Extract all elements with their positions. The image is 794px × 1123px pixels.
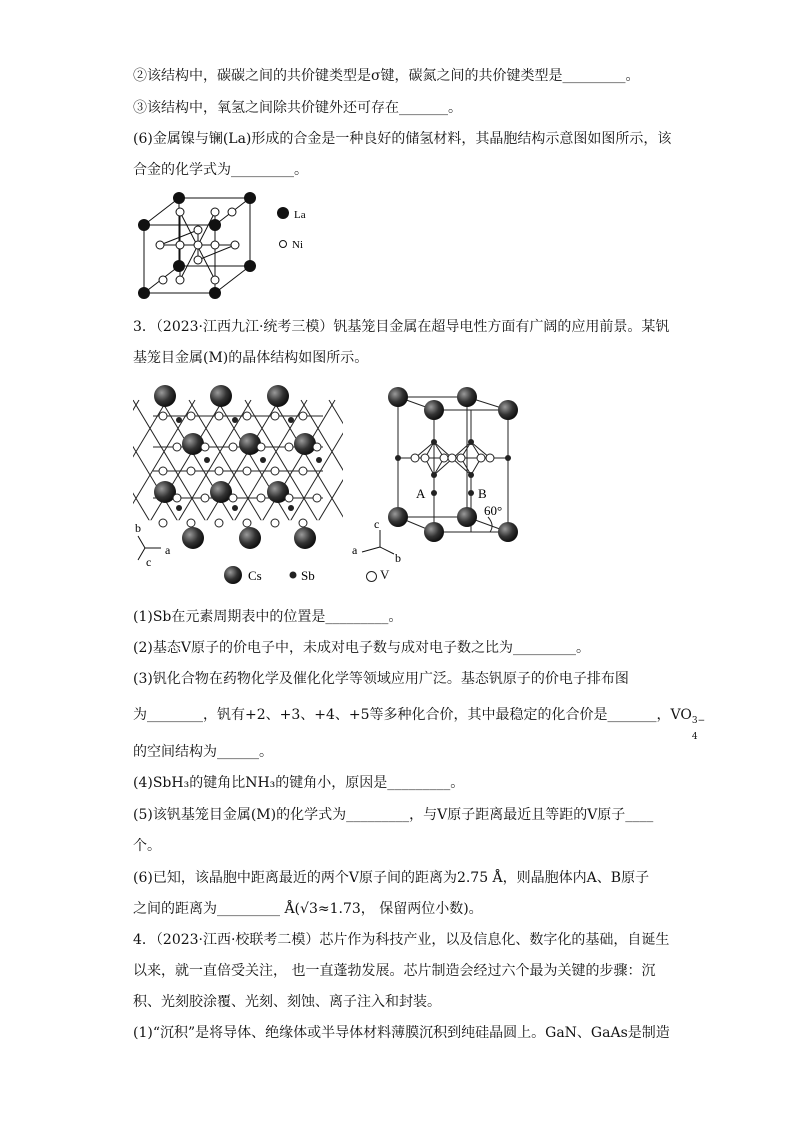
- sb-atom: [260, 457, 266, 463]
- v-atom: [285, 443, 293, 451]
- cs-atom: [154, 385, 176, 407]
- question-header: 4．（2023·江西·校联考二模）芯片作为科技产业，以及信息化、数字化的基础，自诞生: [133, 932, 670, 948]
- text-line: 之间的距离为_________ Å(√3≈1.73， 保留两位小数)。: [133, 901, 483, 917]
- v-atom: [187, 519, 195, 527]
- sb-legend-label: Sb: [301, 568, 315, 583]
- sb-atom: [176, 417, 182, 423]
- la-legend-icon: [277, 207, 289, 219]
- cs-atom: [210, 385, 232, 407]
- atom-a-label: A: [416, 486, 426, 501]
- atom-b-label: B: [478, 486, 487, 501]
- v-atom: [229, 494, 237, 502]
- text-line: (4)SbH₃的键角比NH₃的键角小，原因是_________。: [133, 775, 465, 791]
- cs-atom: [154, 481, 176, 503]
- axis-b-label: b: [395, 551, 401, 565]
- text-line: 的空间结构为______。: [133, 744, 273, 760]
- cs-legend-icon: [224, 566, 242, 584]
- sb-legend-icon: [290, 572, 297, 579]
- v-atom: [201, 494, 209, 502]
- text-line: (1)“沉积”是将导体、绝缘体或半导体材料薄膜沉积到纯硅晶圆上。GaN、GaAs是制造: [133, 1025, 670, 1041]
- axis-a-label: a: [165, 543, 171, 557]
- lattice-line: [329, 400, 343, 550]
- text-line: [133, 705, 706, 742]
- text-line: (5)该钒基笼目金属(M)的化学式为_________，与V原子距离最近且等距的V原子____: [133, 807, 654, 823]
- v-atom: [313, 443, 321, 451]
- text-line: 积、光刻胶涂覆、光刻、刻蚀、离子注入和封装。: [133, 994, 441, 1010]
- kagome-lattice-figure: [133, 380, 343, 585]
- sb-atom: [232, 505, 238, 511]
- sb-atom: [176, 505, 182, 511]
- cs-atom: [294, 433, 316, 455]
- v-atom: [313, 494, 321, 502]
- sb-atom: [288, 417, 294, 423]
- cs-atom: [267, 385, 289, 407]
- v-atom: [215, 412, 223, 420]
- v-atom: [299, 467, 307, 475]
- v-legend: [366, 567, 389, 583]
- v-atom: [159, 412, 167, 420]
- v-atom: [285, 494, 293, 502]
- v-atom: [243, 467, 251, 475]
- v-atom: [257, 494, 265, 502]
- question-header: 3．（2023·江西九江·统考三模）钒基笼目金属在超导电性方面有广阔的应用前景。某钒: [133, 319, 670, 335]
- cs-atom: [294, 527, 316, 549]
- v-atom: [187, 467, 195, 475]
- sb-atom: [232, 417, 238, 423]
- axis-b-label: b: [135, 521, 141, 535]
- subscript: 4: [691, 732, 698, 742]
- text-line: 以来，就一直倍受关注， 也一直蓬勃发展。芯片制造会经过六个最为关键的步骤：沉: [133, 963, 656, 979]
- cs-legend-label: Cs: [248, 568, 262, 583]
- v-atom: [243, 412, 251, 420]
- charge-superscript: 3−: [691, 716, 706, 726]
- v-atom: [215, 519, 223, 527]
- text-line: (6)已知，该晶胞中距离最近的两个V原子间的距离为2.75 Å，则晶胞体内A、B原子: [133, 870, 650, 886]
- v-atom: [271, 467, 279, 475]
- unit-cell-figure: [350, 380, 530, 565]
- ni-legend-label: Ni: [292, 239, 303, 251]
- text-line: (6)金属镍与镧(La)形成的合金是一种良好的储氢材料，其晶胞结构示意图如图所示，该: [133, 131, 672, 147]
- v-atom: [173, 443, 181, 451]
- text-line: (1)Sb在元素周期表中的位置是_________。: [133, 609, 403, 625]
- v-atom: [243, 519, 251, 527]
- angle-label: 60°: [484, 503, 503, 518]
- axis-a-label: a: [352, 543, 358, 557]
- v-atom: [299, 519, 307, 527]
- text-line: ③该结构中，氧氢之间除共价键外还可存在_______。: [133, 100, 462, 116]
- axis-c-label: c: [374, 517, 380, 531]
- text-line: 合金的化学式为_________。: [133, 162, 308, 178]
- text-line: ②该结构中，碳碳之间的共价键类型是σ键，碳氮之间的共价键类型是_________。: [133, 68, 640, 84]
- la-legend-label: La: [294, 209, 306, 221]
- text-line: (2)基态V原子的价电子中，未成对电子数与成对电子数之比为_________。: [133, 640, 590, 656]
- axis-c-label: c: [146, 555, 152, 569]
- text-segment: 为________，钒有+2、+3、+4、+5等多种化合价，其中最稳定的化合价是_______，VO: [133, 707, 692, 723]
- ni-legend-icon: [280, 241, 287, 248]
- cs-atom: [182, 527, 204, 549]
- v-atom: [229, 443, 237, 451]
- v-atom: [299, 412, 307, 420]
- v-atom: [187, 412, 195, 420]
- cs-atom: [239, 527, 261, 549]
- cs-atom: [182, 433, 204, 455]
- v-legend-icon: [366, 571, 377, 582]
- v-atom: [159, 467, 167, 475]
- lattice-line: [329, 400, 343, 550]
- v-atom: [271, 519, 279, 527]
- sb-atom: [316, 457, 322, 463]
- sb-atom: [288, 505, 294, 511]
- text-line: 个。: [133, 838, 161, 854]
- v-atom: [159, 519, 167, 527]
- text-line: (3)钒化合物在药物化学及催化化学等领域应用广泛。基态钒原子的价电子排布图: [133, 671, 629, 687]
- cs-atom: [210, 481, 232, 503]
- v-atom: [201, 443, 209, 451]
- text-line: 基笼目金属(M)的晶体结构如图所示。: [133, 350, 369, 366]
- v-legend-label: V: [380, 567, 390, 582]
- v-atom: [173, 494, 181, 502]
- sb-atom: [204, 457, 210, 463]
- v-atom: [215, 467, 223, 475]
- lani-cell-figure: [130, 185, 320, 310]
- v-atom: [271, 412, 279, 420]
- v-atom: [257, 443, 265, 451]
